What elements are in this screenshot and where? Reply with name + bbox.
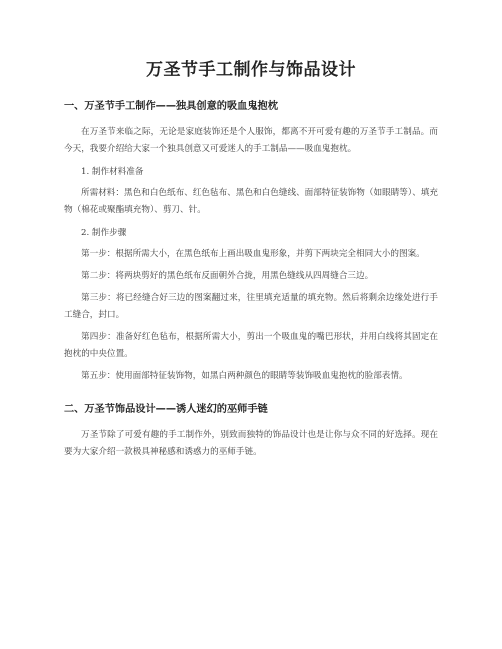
step-3: 第三步：将已经缝合好三边的图案翻过来，往里填充适量的填充物。然后将剩余边缘处进行手工缝合，封口。 (64, 293, 438, 320)
step-5: 第五步：使用面部特征装饰物，如黑白两种颜色的眼睛等装饰吸血鬼抱枕的脸部表情。 (81, 371, 408, 381)
materials-paragraph: 所需材料：黑色和白色纸布、红色毡布、黑色和白色缝线、面部特征装饰物（如眼睛等）、填充物（棉花或聚酯填充物）、剪刀、针。 (64, 188, 438, 215)
section-2-intro: 万圣节除了可爱有趣的手工制作外，别致而独特的饰品设计也是让你与众不同的好选择。现在要为大家介绍一款极具神秘感和诱惑力的巫师手链。 (64, 430, 438, 457)
document-title: 万圣节手工制作与饰品设计 (146, 60, 356, 80)
section-1-intro: 在万圣节来临之际，无论是家庭装饰还是个人服饰，都离不开可爱有趣的万圣节手工制品。而今天，我要介绍给大家一个独具创意又可爱迷人的手工制品——吸血鬼抱枕。 (64, 127, 438, 154)
step-4: 第四步：准备好红色毡布，根据所需大小，剪出一个吸血鬼的嘴巴形状，并用白线将其固定在抱枕的中央位置。 (64, 332, 438, 359)
subsection-materials-title: 1. 制作材料准备 (81, 167, 144, 177)
section-2-heading: 二、万圣节饰品设计——诱人迷幻的巫师手链 (64, 404, 268, 415)
section-1-heading: 一、万圣节手工制作——独具创意的吸血鬼抱枕 (64, 101, 278, 112)
subsection-steps-title: 2. 制作步骤 (81, 228, 127, 238)
step-2: 第二步：将两块剪好的黑色纸布反面朝外合拢，用黑色缝线从四周缝合三边。 (81, 271, 374, 281)
step-1: 第一步：根据所需大小，在黑色纸布上画出吸血鬼形象，并剪下两块完全相同大小的图案。 (81, 249, 425, 259)
